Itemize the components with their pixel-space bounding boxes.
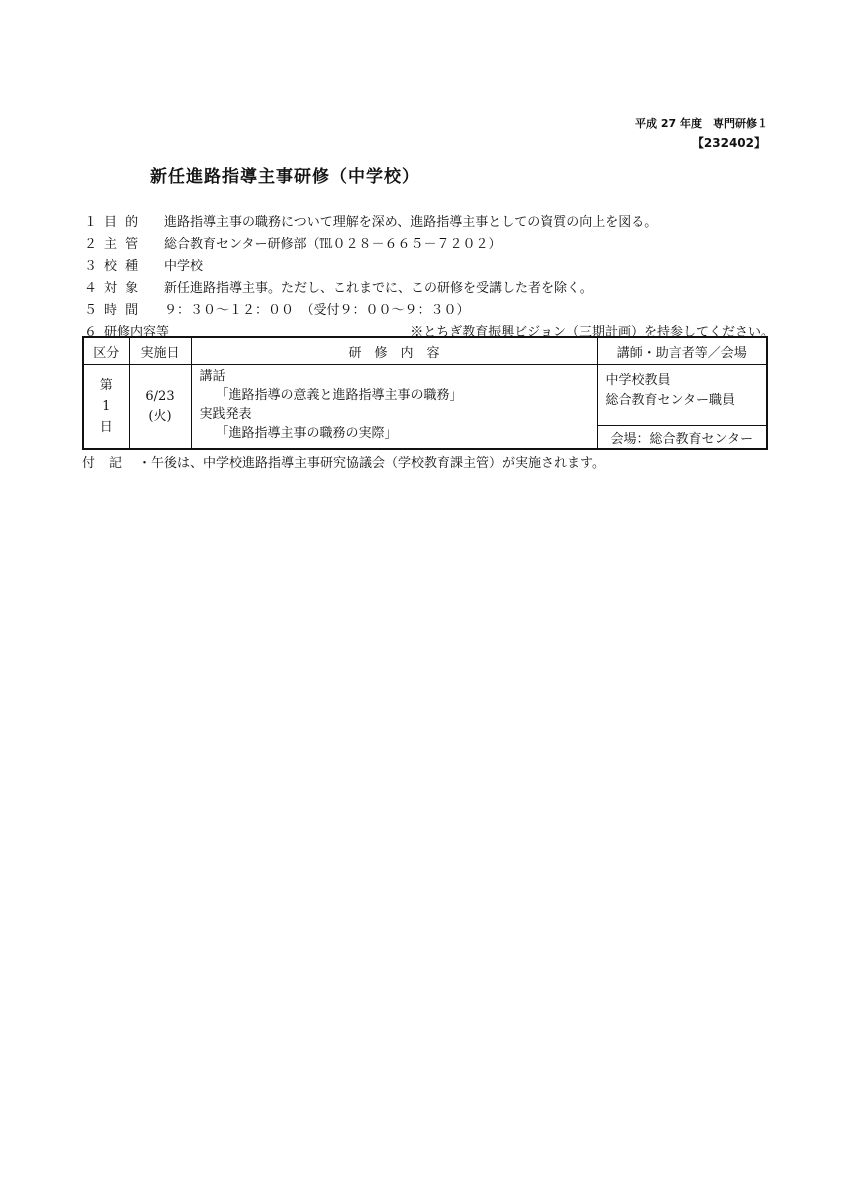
outline-item-target: ４ 対 象 新任進路指導主事。ただし、これまでに、この研修を受講した者を除く。 xyxy=(84,281,593,296)
outline-item-contents: ６ 研修内容等 ※とちぎ教育振興ビジョン（三期計画）を持参してください。 xyxy=(84,322,774,344)
outline-list xyxy=(84,212,774,344)
table-header-row xyxy=(83,337,767,365)
outline-item-school-type: ３ 校 種 中学校 xyxy=(84,259,204,274)
table-row xyxy=(83,365,767,426)
program-heading: 講話 xyxy=(199,369,226,384)
footnote xyxy=(82,452,605,471)
page-title: 新任進路指導主事研修（中学校） xyxy=(150,167,420,187)
schedule-table xyxy=(82,336,768,450)
day-division-cell: 第 1 日 xyxy=(83,365,129,450)
header-instructor: 講師・助言者等／会場 xyxy=(597,337,767,365)
footnote-text: ・午後は、中学校進路指導主事研究協議会（学校教育課主管）が実施されます。 xyxy=(138,456,605,471)
header-content: 研 修 内 容 xyxy=(191,337,597,365)
date-cell: 6/23 (火) xyxy=(129,365,191,450)
outline-item-organizer: ２ 主 管 総合教育センター研修部（℡０２８－６６５－７２０２） xyxy=(84,237,502,252)
instructor-cell: 中学校教員 総合教育センター職員 xyxy=(597,365,767,426)
venue-cell: 会場：総合教育センター xyxy=(597,426,767,450)
content-cell xyxy=(191,365,597,450)
header-date: 実施日 xyxy=(129,337,191,365)
course-code: 【232402】 xyxy=(691,136,766,150)
program-heading: 実践発表 xyxy=(199,407,252,422)
bring-item-note: ※とちぎ教育振興ビジョン（三期計画）を持参してください。 xyxy=(410,325,774,340)
footnote-label: 付記 xyxy=(82,456,137,471)
outline-item-time: ５ 時 間 ９：３０～１２：００ （受付９：００～９：３０） xyxy=(84,303,470,318)
program-title: 「進路指導主事の職務の実際」 xyxy=(215,426,398,441)
header-division: 区分 xyxy=(83,337,129,365)
fiscal-year-label: 平成 27 年度 専門研修１ xyxy=(635,117,768,130)
outline-item-purpose: １ 目 的 進路指導主事の職務について理解を深め、進路指導主事としての資質の向上を図る。 xyxy=(84,215,658,230)
program-title: 「進路指導の意義と進路指導主事の職務」 xyxy=(215,388,463,403)
